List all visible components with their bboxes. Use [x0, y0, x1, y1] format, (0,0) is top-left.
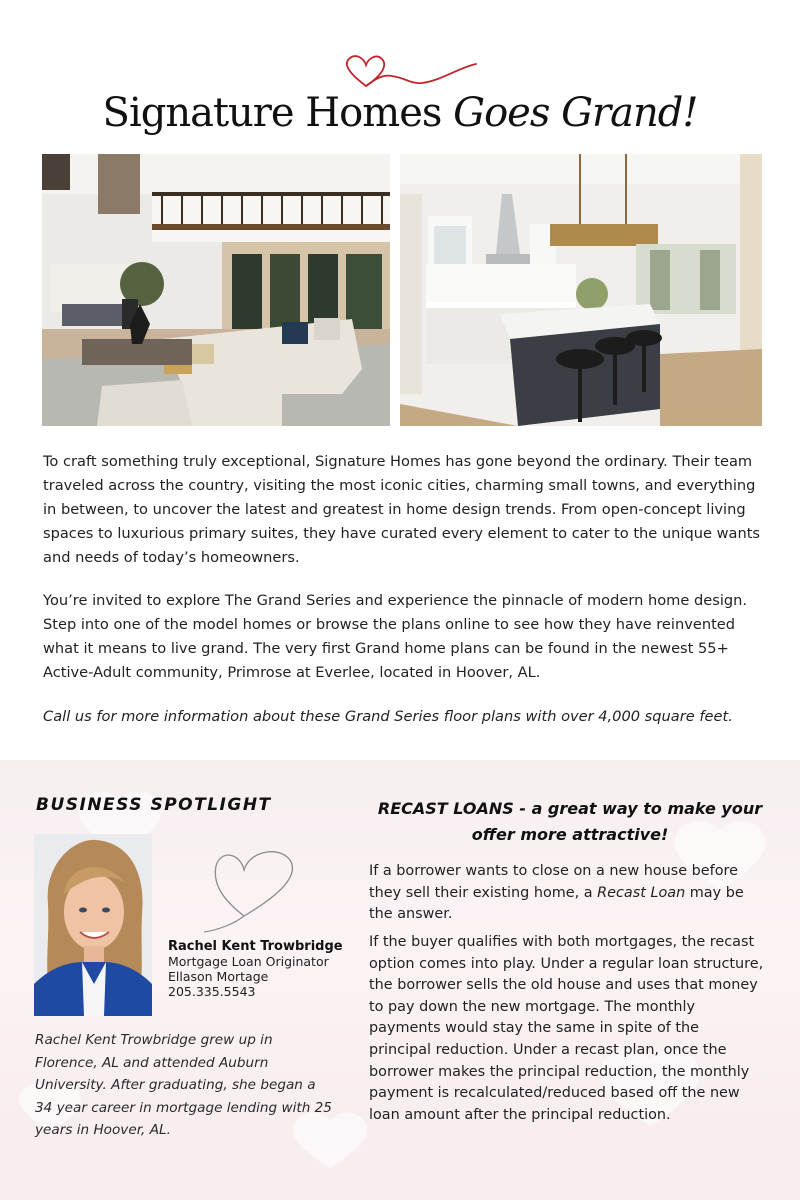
- kitchen-photo: [400, 154, 762, 426]
- article-call-to-action: Call us for more information about these Grand Series floor plans with over 4,000 square feet.: [43, 708, 733, 725]
- spotlight-bio: Rachel Kent Trowbridge grew up in Florence, AL and attended Auburn University. After graduating, she began a 34 year career in mortgage lending with 25 years in Hoover, AL.: [35, 1032, 332, 1139]
- heart-doodle-icon: [204, 844, 300, 934]
- title-main: Signature Homes: [102, 90, 442, 136]
- article-paragraph-2: You’re invited to explore The Grand Series and experience the pinnacle of modern home design. Step into one of the model homes or browse the plans online to see how they have reinvented what it means to live grand. The very first Grand home plans can be found in the newest 55+ Active-Adult community, Primrose at Everlee, located in Hoover, AL.: [43, 592, 748, 681]
- contact-company: Ellason Mortage: [168, 969, 269, 984]
- recast-p1-after: may be the answer.: [369, 884, 744, 923]
- title-accent: Goes Grand!: [453, 90, 698, 136]
- recast-p1-before: If a borrower wants to close on a new house before they sell their existing home, a: [369, 863, 738, 901]
- recast-paragraph-2: If the buyer qualifies with both mortgages, the recast option comes into play. Under a regular loan structure, the borrower sells the old house and uses that money to pay down the new mortgage. The monthly payments would stay the same in spite of the principal reduction. Under a recast plan, once the borrower makes the principal reduction, the monthly payment is recalculated/reduced based off the new loan amount after the principal reduction.: [369, 934, 764, 1123]
- business-spotlight-title: BUSINESS SPOTLIGHT: [36, 795, 272, 815]
- recast-p1-emphasis: Recast Loan: [597, 884, 686, 901]
- contact-role: Mortgage Loan Originator: [168, 954, 329, 969]
- living-room-photo: [42, 154, 390, 426]
- article-paragraph-1: To craft something truly exceptional, Signature Homes has gone beyond the ordinary. Their team traveled across the country, visiting the most iconic cities, charming small towns, and everything in between, to uncover the latest and greatest in home design trends. From open-concept living spaces to luxurious primary suites, they have curated every element to cater to the unique wants and needs of today’s homeowners.: [43, 453, 761, 566]
- spotlight-contact: [168, 939, 343, 999]
- contact-phone: 205.335.5543: [168, 984, 256, 999]
- recast-paragraph-1: [369, 861, 764, 926]
- contact-name: Rachel Kent Trowbridge: [168, 939, 343, 954]
- page-title: [0, 90, 800, 136]
- spotlight-portrait: [34, 834, 152, 1016]
- recast-title: RECAST LOANS - a great way to make your offer more attractive!: [377, 799, 763, 844]
